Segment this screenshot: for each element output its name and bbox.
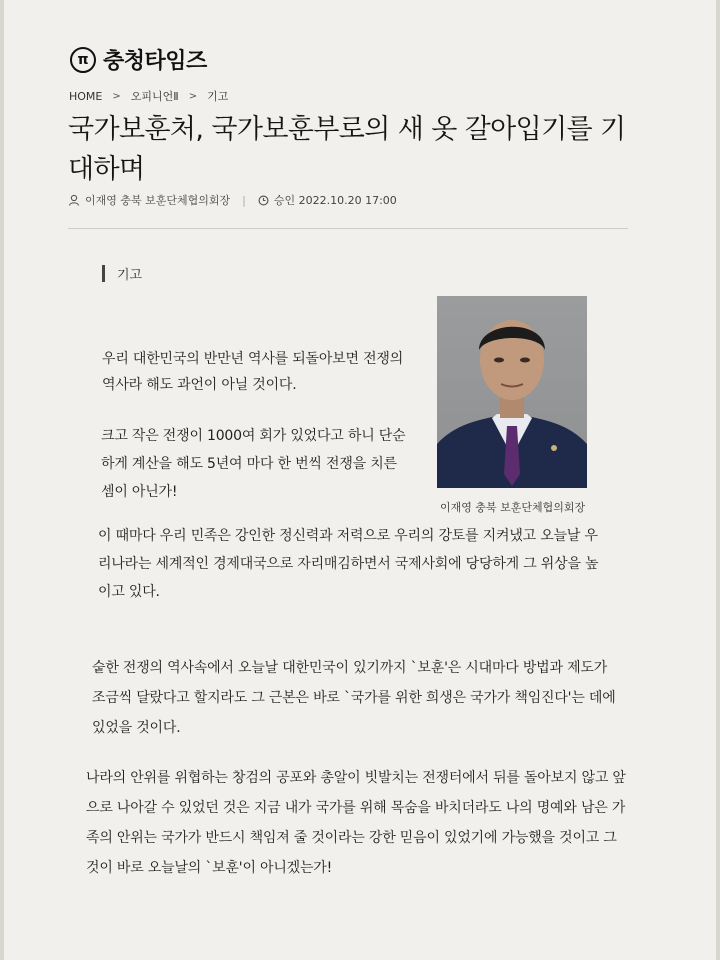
logo-text: 충청타임즈	[103, 49, 207, 74]
portrait-image	[437, 296, 587, 488]
person-icon	[68, 194, 80, 206]
site-logo[interactable]	[70, 44, 207, 75]
section-bar	[102, 265, 105, 282]
breadcrumb-section[interactable]: 기고	[207, 90, 229, 103]
breadcrumb-home[interactable]: HOME	[69, 89, 103, 103]
divider-line	[68, 228, 628, 229]
body-paragraph: 크고 작은 전쟁이 1000여 회가 있었다고 하니 단순하게 계산을 해도 5년여 마다 한 번씩 전쟁을 치른 셈이 아닌가!	[101, 428, 406, 500]
body-paragraph: 숱한 전쟁의 역사속에서 오늘날 대한민국이 있기까지 `보훈'은 시대마다 방법과 제도가 조금씩 달랐다고 할지라도 그 근본은 바로 `국가를 위한 희생은 국가가 책임진다'는 데에 있었을 것이다.	[92, 660, 616, 736]
article-title: 국가보훈처, 국가보훈부로의 새 옷 갈아입기를 기대하며	[68, 114, 626, 185]
body-paragraph: 이 때마다 우리 민족은 강인한 정신력과 저력으로 우리의 강토를 지켜냈고 오늘날 우리나라는 세계적인 경제대국으로 자리매김하면서 국제사회에 당당하게 그 위상을 높이고 있다.	[98, 528, 599, 600]
printed-page	[4, 0, 716, 960]
article-byline	[68, 192, 397, 208]
clock-icon	[258, 195, 269, 206]
section-label	[102, 264, 142, 283]
chevron-right-icon: >	[188, 90, 198, 102]
publish-time: 승인 2022.10.20 17:00	[273, 194, 397, 207]
logo-mark-icon: π	[70, 47, 96, 73]
author-name: 이재영 충북 보훈단체협의회장	[85, 194, 231, 207]
section-name: 기고	[117, 268, 143, 283]
body-paragraph: 나라의 안위를 위협하는 창검의 공포와 총알이 빗발치는 전쟁터에서 뒤를 돌아보지 않고 앞으로 나아갈 수 있었던 것은 지금 내가 국가를 위해 목숨을 바치더라도 나의 명예와 남은 가족의 안위는 국가가 반드시 책임져 줄 것이라는 강한 믿음이 있었기에 가능했을 것이고 그것이 바로 오늘날의 `보훈'이 아니겠는가!	[86, 770, 626, 876]
chevron-right-icon: >	[112, 90, 121, 102]
breadcrumb	[69, 88, 228, 104]
author-photo	[437, 296, 587, 488]
byline-divider: |	[242, 193, 246, 207]
body-paragraph: 우리 대한민국의 반만년 역사를 되돌아보면 전쟁의 역사라 해도 과언이 아닐 것이다.	[102, 351, 404, 393]
breadcrumb-opinion[interactable]: 오피니언Ⅱ	[130, 90, 179, 103]
photo-caption: 이재영 충북 보훈단체협의회장	[440, 501, 586, 514]
